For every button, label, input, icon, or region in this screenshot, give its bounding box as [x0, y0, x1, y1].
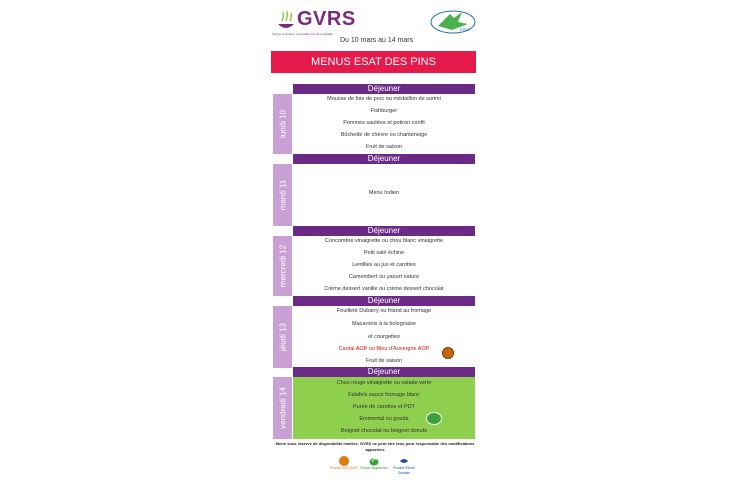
menu-item: Feuilleté Dubarry ou friand au fromage: [336, 308, 432, 314]
day-label-friday: vendredi 14: [273, 377, 292, 439]
menu-item: Concombre vinaigrette ou chou blanc vinaigrette: [324, 238, 443, 244]
legend-label: Produit AOC/AOP: [330, 466, 358, 470]
legend-label: Produit Pêche Durable: [393, 466, 415, 475]
gvrs-logo-icon: [275, 10, 297, 32]
vegetarian-icon: [426, 412, 442, 425]
brand-tagline: Vos es cuisinées, nous fabricons de la qualité: [272, 32, 333, 36]
meal-header-friday: Déjeuner: [293, 367, 475, 377]
menu-item: Petit salé échine: [363, 250, 405, 256]
meal-header-tuesday: Déjeuner: [293, 154, 475, 164]
menu-item: Fruit de saison: [365, 358, 403, 364]
menu-item: et courgettes: [368, 334, 400, 340]
meal-header-thursday: Déjeuner: [293, 296, 475, 306]
menu-item: Fishburger: [370, 108, 398, 114]
fish-icon: [399, 456, 409, 466]
menu-item: Emmental ou gouda: [359, 416, 409, 422]
day-label-tuesday: mardi 11: [273, 164, 292, 226]
brand-logo-text: GVRS: [297, 8, 356, 30]
menu-item: Pommes sautées et potiron confit: [343, 120, 425, 126]
legend-label: Repas végétarien: [360, 466, 388, 470]
day-label-thursday: jeudi 13: [273, 306, 292, 368]
menu-item: Falafels sauce fromage blanc: [348, 392, 420, 398]
meal-header-wednesday: Déjeuner: [293, 226, 475, 236]
menu-item: Camembert ou yaourt nature: [348, 274, 420, 280]
disclaimer-text: Menu sous réserve de disponibilité matière. GVRS ne peut être tenu pour responsable des modifications apportées: [275, 441, 475, 452]
menu-item: Purée de carottes et PDT: [352, 404, 416, 410]
date-range: Du 10 mars au 14 mars: [340, 37, 414, 44]
legend-item-vegetarian: [360, 456, 388, 471]
menu-item: Lentilles au jus et carottes: [352, 262, 416, 268]
menu-item: Beignet chocolat ou beignet donuts: [341, 428, 427, 434]
menu-item: Menu Indien: [368, 190, 400, 196]
legend-item-aop: [330, 456, 358, 471]
day-label-monday: lundi 10: [273, 94, 292, 154]
vegetarian-icon: [369, 456, 379, 466]
menu-item: Mousse de foie de porc ou médaillon de surimi: [327, 96, 441, 102]
menu-title: MENUS ESAT DES PINS: [271, 51, 476, 73]
menu-item: Chou rouge vinaigrette ou salade verte: [336, 380, 432, 386]
legend-item-fish: [390, 456, 418, 475]
menu-item: Macaronis à la bolognaise: [352, 321, 416, 327]
meal-header-monday: Déjeuner: [293, 84, 475, 94]
menu-item: Bûchette de chèvre ou chanteneige: [340, 132, 428, 138]
day-label-wednesday: mercredi 12: [273, 236, 292, 296]
menu-item-aop: Cantal AOP ou Bleu d'Auvergne AOP: [338, 346, 430, 352]
aop-badge-icon: [339, 456, 349, 466]
partner-logo-icon: [430, 10, 476, 34]
menu-item: Fruit de saison: [365, 144, 403, 150]
menu-item: Crème dessert vanille ou crème dessert chocolat: [324, 286, 444, 292]
svg-text:ESAT: ESAT: [460, 27, 471, 32]
